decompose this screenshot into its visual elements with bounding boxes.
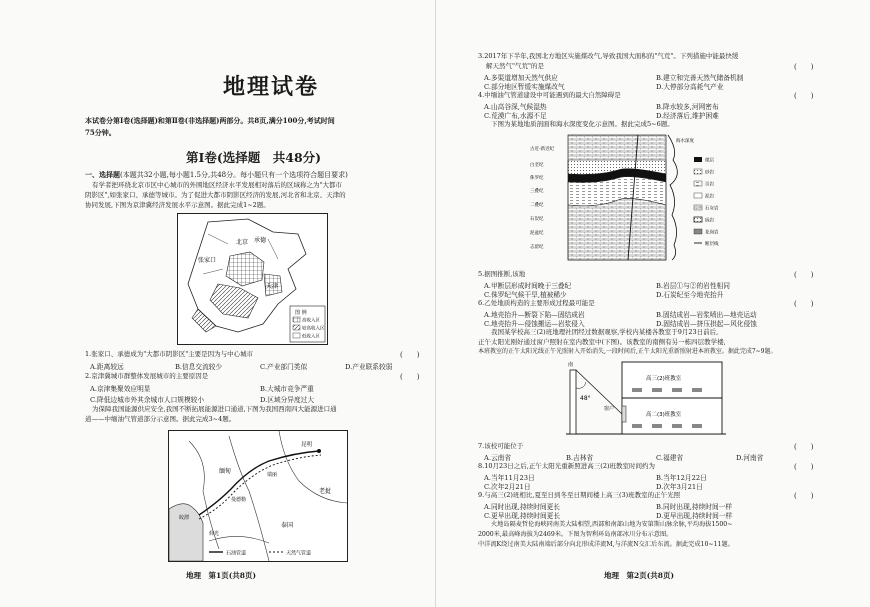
- q8-option-d: D.次年3月21日: [656, 483, 703, 491]
- page-2-footer: 地理 第2页(共8页): [604, 571, 675, 580]
- angle-arc: [576, 382, 586, 388]
- intro-5-line-2: 2000米,最高峰海拔为2469米。下图为智利环岛南部冰川分布示意图。: [478, 531, 673, 538]
- fig3-left-7: 泥盆纪: [530, 231, 544, 236]
- intro-1-line-3: 协同发展,下图为京津冀经济发展水平示意图。据此完成1~2题。: [85, 201, 270, 209]
- jingjinji-map: [177, 213, 328, 345]
- q2-option-d: D.区域分异度过大: [260, 396, 315, 404]
- map1-legend-1: 高收入区: [302, 318, 320, 324]
- q7-stem: 7.该校可能位于: [478, 442, 524, 450]
- q3-option-b: B.建立和完善天然气储备机制: [656, 74, 744, 82]
- intro-4-line-2: 正午太阳光刚好通过窗户照射在室内教室中(下图)。该教室的南侧有另一栋四层教学楼,: [478, 338, 726, 346]
- q8-option-c: C.次年2月21日: [484, 483, 531, 491]
- fig3-left-6: 石炭纪: [530, 217, 544, 222]
- q6-option-a: A.地壳抬升—断裂下陷—固结成岩: [484, 311, 585, 319]
- intro-4-line-1: 我国某学校高三(2)班地理社团经过数据观察,学校内某楼各教室于9月23日前后,: [491, 328, 719, 336]
- q3-answer-paren: ( ): [794, 63, 814, 71]
- intro-2-line-1: 为保障我国能源供应安全,我国不断拓展能源进口通道,下图为我国西南四大能源进口通: [92, 405, 337, 413]
- layer-limestone: [568, 198, 666, 260]
- q2-option-c: C.降低边城市外其余城市人口规模较小: [90, 396, 205, 404]
- fig3-legend-swatch-2: [694, 169, 702, 174]
- map1-label-zhangjiakou: 张家口: [198, 257, 217, 264]
- part-desc: (本题共32小题,每小题1.5分,共48分。每小题只有一个选项符合题目要求): [120, 171, 348, 179]
- q6-option-d: D.固结成岩—挤压拱起—风化侵蚀: [656, 320, 757, 328]
- q9-option-d: D.更早出现,持续时间一样: [656, 512, 733, 520]
- pipeline-map: [168, 430, 348, 562]
- fig4-room-upper: 高三(2)班教室: [646, 376, 682, 382]
- fig3-left-4: 三叠纪: [530, 189, 544, 194]
- sun-ray-line: [576, 370, 622, 414]
- sea-depth-curve: [668, 135, 677, 260]
- fig3-legend-3: 页岩: [705, 182, 714, 188]
- q3-stem-line-2: 解天然气"气荒"的是: [486, 62, 544, 70]
- map2-label-myanmar: 缅甸: [219, 468, 232, 475]
- map1-legend-2: 较高收入区: [302, 326, 325, 332]
- q4-option-a: A.山高谷深,气候湿热: [484, 103, 547, 111]
- fig3-left-2: 白垩纪: [530, 163, 544, 168]
- geology-figure: [528, 130, 738, 265]
- fig3-legend-4: 泥岩: [705, 194, 714, 200]
- fig3-left-3: 侏罗纪: [530, 176, 544, 181]
- map2-label-laos: 老挝: [319, 488, 332, 495]
- q3-option-a: A.多渠道增加天然气供应: [484, 74, 558, 82]
- q1-option-b: B.信息交流较少: [175, 363, 223, 371]
- q5-option-d: D.石炭纪至今地壳抬升: [656, 291, 724, 299]
- q3-option-c: C.部分地区暂缓实施煤改气: [484, 83, 565, 91]
- q8-option-a: A.当年11月23日: [484, 474, 535, 482]
- map2-label-kunming: 昆明: [301, 442, 313, 448]
- q2-option-b: B.大城市竞争严重: [260, 385, 314, 393]
- q8-answer-paren: ( ): [794, 463, 814, 471]
- q8-stem: 8.10月23日之后,正午太阳光重新照进高三(2)班教室时间约为: [478, 462, 656, 470]
- q4-answer-paren: ( ): [794, 92, 814, 100]
- map2-label-thailand: 泰国: [281, 522, 294, 529]
- kunming-dot: [317, 449, 321, 453]
- q4-option-d: D.经济落后,维护困难: [656, 112, 719, 120]
- q3-stem-line-1: 3.2017年下半年,我国北方地区实施煤改气,导致我国大面积的"气荒"。下列措施中能最快缓: [478, 52, 739, 60]
- intro-3: 下图为某地地质剖面和海水深度变化示意图。据此完成5~6题。: [491, 120, 674, 128]
- map2-label-yangon: 仰光: [209, 531, 220, 537]
- q7-option-b: B.吉林省: [566, 454, 594, 462]
- intro-4-line-3: 本班教室的正午太阳光线正午光照射入开始消失,一段时间后,正午太阳光重新照射进本班教室。据此完成7~9题。: [478, 348, 777, 355]
- map2-legend-gas: 天然气管道: [286, 550, 312, 557]
- q5-answer-paren: ( ): [794, 271, 814, 279]
- classroom-figure-svg: [566, 358, 726, 438]
- q7-option-a: A.云南省: [484, 454, 512, 462]
- notice-line-2: 75分钟。: [85, 128, 116, 137]
- part-heading: [85, 170, 348, 180]
- map2-label-ruili: 瑞丽: [267, 472, 278, 478]
- q9-stem: 9.与高三(2)班相比,夏至日到冬至日期间楼上高三(3)班教室的正午光照: [478, 491, 681, 499]
- map1-legend-title: 图 例: [295, 310, 307, 316]
- q7-option-c: C.福建省: [656, 454, 684, 462]
- q1-option-c: C.产业部门类似: [260, 363, 308, 371]
- map1-legend-3: 低收入区: [302, 334, 320, 340]
- q2-answer-paren: ( ): [400, 373, 420, 381]
- jingjinji-map-svg: [178, 214, 327, 344]
- fig4-room-lower: 高二(3)班教室: [646, 412, 682, 418]
- intro-5-line-3: 中洋流K绕过南美大陆南端后部分向北形成洋流M,与洋流N交汇后东流。据此完成10~11题。: [478, 541, 734, 548]
- q4-option-b: B.降水较多,河网密布: [656, 103, 719, 111]
- q6-option-c: C.地壳抬升—侵蚀搬运—岩浆侵入: [484, 320, 585, 328]
- fig3-legend-2: 砂岩: [705, 170, 714, 176]
- legend-swatch-low: [293, 333, 300, 338]
- q5-option-a: A.甲断层形成时间晚于三叠纪: [484, 282, 572, 290]
- part-label: 一、选择题: [85, 170, 120, 179]
- fig3-legend-swatch-6: [694, 217, 702, 222]
- map1-label-beijing: 北京: [236, 239, 249, 246]
- map2-legend-oil: 石油管道: [226, 550, 247, 557]
- q4-option-c: C.荒漠广布,水源不足: [484, 112, 547, 120]
- q9-option-a: A.同时出现,持续时间更长: [484, 503, 560, 511]
- fig3-left-8: 志留纪: [530, 245, 544, 250]
- exam-title: 地理试卷: [223, 74, 320, 100]
- q9-option-b: B.同时出现,持续时间一样: [656, 503, 733, 511]
- q2-option-a: A.京津集聚效应明显: [90, 385, 151, 393]
- window-shape: [622, 406, 626, 422]
- fig3-left-1: 古近-新近纪: [530, 147, 555, 152]
- fig3-right-label: 海水深度: [676, 139, 694, 144]
- q5-option-b: B.岩层①与②的岩性相同: [656, 282, 730, 290]
- q5-option-c: C.侏罗纪气候干旱,植被稀少: [484, 291, 567, 299]
- fig3-left-5: 二叠纪: [530, 203, 544, 208]
- fig3-legend-swatch-1: [694, 157, 702, 162]
- classroom-figure: [566, 358, 726, 438]
- q1-answer-paren: ( ): [400, 351, 420, 359]
- map1-label-chengde: 承德: [254, 237, 267, 244]
- geology-figure-svg: [528, 130, 738, 265]
- fig3-legend-swatch-4: [694, 193, 702, 198]
- legend-swatch-medium: [293, 325, 300, 330]
- page-1-footer: 地理 第1页(共8页): [186, 571, 257, 580]
- intro-5-line-1: 火地岛隔麦哲伦海峡同南美大陆相望,西部和南部山地为安第斯山脉余脉,平均海拔1500~: [491, 521, 733, 528]
- q8-option-b: B.当年12月22日: [656, 474, 707, 482]
- notice-line-1: 本试卷分第Ⅰ卷(选择题)和第Ⅱ卷(非选择题)两部分。共8页,满分100分,考试时间: [85, 116, 335, 125]
- fig4-angle: 48°: [580, 395, 591, 402]
- q6-stem: 6.乙处地质构造的主要形成过程最可能是: [478, 299, 595, 307]
- q7-answer-paren: ( ): [794, 443, 814, 451]
- exam-page-2: [435, 0, 870, 607]
- q2-stem: 2.京津冀城市群整体发展城市的主要原因是: [85, 372, 209, 380]
- fig3-legend-swatch-5: [694, 205, 702, 210]
- q6-option-b: B.固结成岩—岩浆喷出—地壳运动: [656, 311, 757, 319]
- map2-label-kyaukpyu: 皎漂: [179, 515, 190, 521]
- q1-option-a: A.距离较远: [90, 363, 124, 371]
- q1-stem: 1.张家口、承德成为"大都市阴影区"主要是因为与中心城市: [85, 350, 254, 358]
- fig4-label-south: 南: [568, 362, 574, 368]
- fig3-legend-6: 砾岩: [705, 218, 714, 224]
- q4-stem: 4.中缅油气管道建设中可能遇到的最大自然障碍是: [478, 91, 621, 99]
- q1-option-d: D.产业联系较弱: [345, 363, 393, 371]
- fig3-legend-8: 断层线: [705, 242, 719, 247]
- q9-option-c: C.更早出现,持续时间更长: [484, 512, 561, 520]
- intro-1-line-2: 阴影区",如张家口、承德等城市。为了促进大都市阴影区经济的发展,河北省和北京、天津的: [85, 191, 346, 199]
- map2-label-mandalay: 曼德勒: [231, 497, 247, 503]
- intro-1-line-1: 有学者把环绕北京市区中心城市的外围地区经济水平发展相对落后的区域称之为"大都市: [92, 181, 342, 189]
- south-building: [570, 370, 576, 434]
- fig3-legend-1: 煤层: [705, 158, 714, 164]
- legend-swatch-high: [293, 317, 300, 322]
- q6-answer-paren: ( ): [794, 300, 814, 308]
- intro-2-line-2: 道——中缅油气管道部分示意图。据此完成3~4题。: [85, 415, 236, 423]
- section-title: 第Ⅰ卷(选择题 共48分): [186, 150, 322, 165]
- q7-option-d: D.河南省: [736, 454, 764, 462]
- q5-stem: 5.据图推断,该地: [478, 270, 526, 278]
- fig3-legend-swatch-3: [694, 181, 702, 186]
- map1-label-tianjin: 天津: [266, 283, 279, 290]
- q9-answer-paren: ( ): [794, 492, 814, 500]
- fig3-legend-7: 花岗岩: [705, 230, 719, 236]
- fig4-window: 窗户: [604, 406, 615, 412]
- fig3-legend-swatch-7: [694, 229, 702, 234]
- pipeline-map-svg: [169, 431, 347, 561]
- q3-option-d: D.大停部分高耗气产业: [656, 83, 724, 91]
- layer-top: [568, 135, 666, 160]
- fig3-legend-5: 石灰岩: [705, 206, 719, 212]
